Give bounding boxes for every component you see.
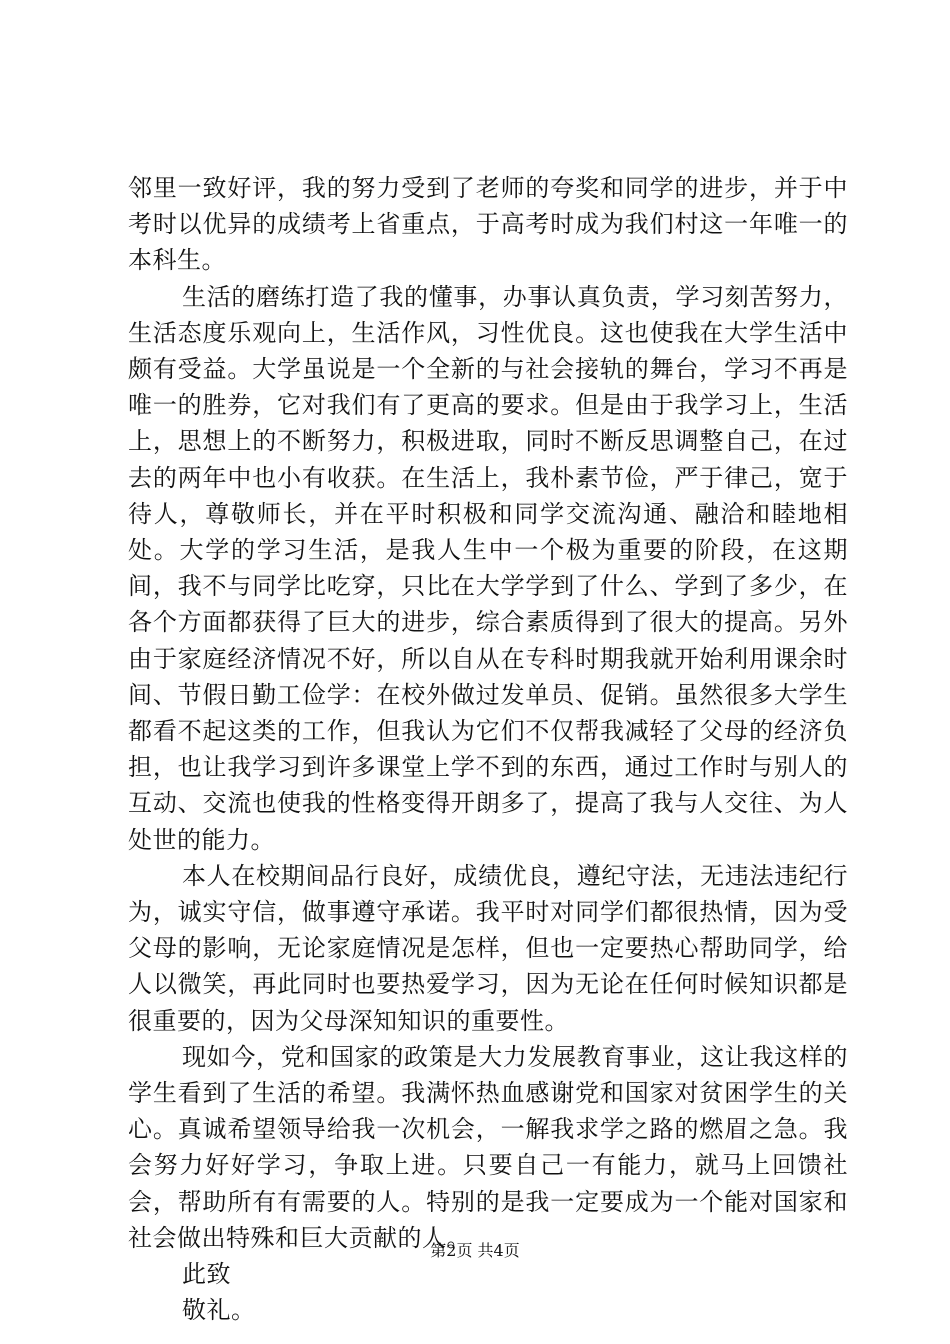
closing-salutation: 此致 [182, 1260, 231, 1289]
paragraph-life-experience: 生活的磨练打造了我的懂事，办事认真负责，学习刻苦努力，生活态度乐观向上，生活作风，习性优良。这也使我在大学生活中颇有受益。大学虽说是一个全新的与社会接轨的舞台，学习不再是唯一的胜券，它对我们有了更高的要求。但是由于我学习上，生活上，思想上的不断努力，积极进取，同时不断反思调整自己，在过去的两年中也小有收获。在生活上，我朴素节俭，严于律己，宽于待人，尊敬师长，并在平时积极和同学交流沟通、融洽和睦地相处。大学的学习生活，是我人生中一个极为重要的阶段，在这期间，我不与同学比吃穿，只比在大学学到了什么、学到了多少，在各个方面都获得了巨大的进步，综合素质得到了很大的提高。另外由于家庭经济情况不好，所以自从在专科时期我就开始利用课余时间、节假日勤工俭学：在校外做过发单员、促销。虽然很多大学生都看不起这类的工作，但我认为它们不仅帮我减轻了父母的经济负担，也让我学习到许多课堂上学不到的东西，通过工作时与别人的互动、交流也使我的性格变得开朗多了，提高了我与人交往、为人处世的能力。 [128, 282, 848, 854]
letter-body [128, 170, 848, 1329]
paragraph-continuation: 邻里一致好评，我的努力受到了老师的夸奖和同学的进步，并于中考时以优异的成绩考上省重点，于高考时成为我们村这一年唯一的本科生。 [128, 174, 848, 275]
page-number-footer: 第2页 共4页 [430, 1241, 520, 1260]
closing-regards: 敬礼。 [182, 1296, 256, 1325]
paragraph-gratitude: 现如今，党和国家的政策是大力发展教育事业，这让我这样的学生看到了生活的希望。我满怀热血感谢党和国家对贫困学生的关心。真诚希望领导给我一次机会，一解我求学之路的燃眉之急。我会努力好好学习，争取上进。只要自己一有能力，就马上回馈社会，帮助所有有需要的人。特别的是我一定要成为一个能对国家和社会做出特殊和巨大贡献的人。 [128, 1042, 848, 1252]
paragraph-conduct: 本人在校期间品行良好，成绩优良，遵纪守法，无违法违纪行为，诚实守信，做事遵守承诺。我平时对同学们都很热情，因为受父母的影响，无论家庭情况是怎样，但也一定要热心帮助同学，给人以微笑，再此同时也要热爱学习，因为无论在任何时候知识都是很重要的，因为父母深知知识的重要性。 [128, 861, 848, 1035]
